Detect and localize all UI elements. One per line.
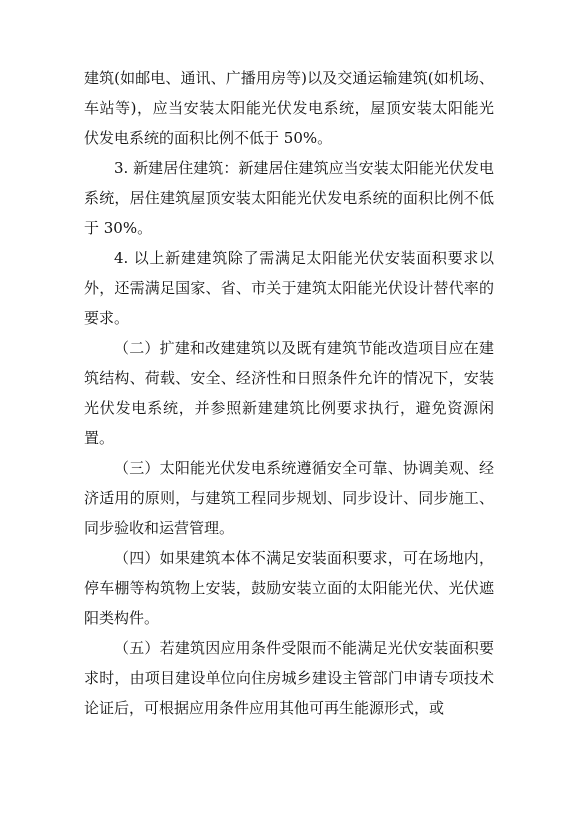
paragraph-section-3: （三）太阳能光伏发电系统遵循安全可靠、协调美观、经济适用的原则，与建筑工程同步规划、同步设计、同步施工、同步验收和运营管理。 <box>84 459 494 537</box>
paragraph-section-4: （四）如果建筑本体不满足安装面积要求，可在场地内，停车棚等构筑物上安装，鼓励安装立面的太阳能光伏、光伏遮阳类构件。 <box>84 549 494 627</box>
paragraph-continuation: 建筑(如邮电、通讯、广播用房等)以及交通运输建筑(如机场、车站等)，应当安装太阳能光伏发电系统，屋顶安装太阳能光伏发电系统的面积比例不低于 50%。 <box>84 69 494 147</box>
paragraph-section-5: （五）若建筑因应用条件受限而不能满足光伏安装面积要求时，由项目建设单位向住房城乡建设主管部门申请专项技术论证后，可根据应用条件应用其他可再生能源形式，或 <box>84 639 494 717</box>
paragraph-section-2: （二）扩建和改建建筑以及既有建筑节能改造项目应在建筑结构、荷载、安全、经济性和日照条件允许的情况下，安装光伏发电系统，并参照新建建筑比例要求执行，避免资源闲置。 <box>84 339 494 447</box>
document-body <box>84 63 494 723</box>
paragraph-item-4: 4. 以上新建建筑除了需满足太阳能光伏安装面积要求以外，还需满足国家、省、市关于建筑太阳能光伏设计替代率的要求。 <box>84 249 494 327</box>
paragraph-item-3: 3. 新建居住建筑：新建居住建筑应当安装太阳能光伏发电系统，居住建筑屋顶安装太阳能光伏发电系统的面积比例不低于 30%。 <box>84 159 494 237</box>
